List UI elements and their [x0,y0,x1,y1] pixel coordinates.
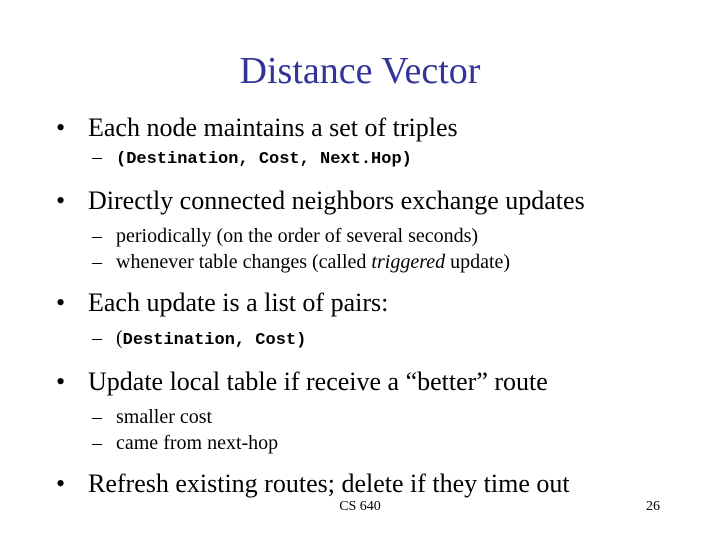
bullet-text: Each node maintains a set of triples [88,113,458,142]
sub-bullet-item [56,144,696,173]
sub-bullet-item [56,430,696,456]
dash-icon: – [92,146,102,168]
sub-bullet-code: Destination, Cost) [122,331,307,350]
bullet-icon: • [56,469,66,498]
dash-icon: – [92,406,102,428]
sub-bullet-text: came from next-hop [116,432,279,454]
sub-bullet-text: smaller cost [116,406,213,428]
sub-bullet-paren: ( [116,327,123,349]
bullet-item [56,366,696,398]
dash-icon: – [92,225,102,247]
bullet-item [56,185,696,217]
sub-bullet-item [56,249,696,275]
sub-bullet-item [56,223,696,249]
sub-bullet-item [56,325,696,354]
dash-icon: – [92,251,102,273]
bullet-icon: • [56,186,66,215]
sub-bullet-text: periodically (on the order of several seconds) [116,225,479,247]
bullet-text: Refresh existing routes; delete if they time out [88,469,570,498]
bullet-icon: • [56,288,66,317]
sub-bullet-text-post: update) [445,251,511,273]
bullet-text: Each update is a list of pairs: [88,288,389,317]
bullet-text: Update local table if receive a “better” route [88,367,548,396]
page-number: 26 [646,499,660,514]
footer-course: CS 640 [339,499,381,514]
sub-bullet-emphasis: triggered [371,251,446,273]
bullet-icon: • [56,113,66,142]
bullet-text: Directly connected neighbors exchange updates [88,186,585,215]
dash-icon: – [92,327,102,349]
bullet-item [56,287,696,319]
dash-icon: – [92,432,102,454]
slide-body [56,112,696,500]
slide-title: Distance Vector [239,50,481,92]
bullet-item [56,468,696,500]
sub-bullet-text-pre: whenever table changes (called [116,251,372,273]
sub-bullet-item [56,404,696,430]
sub-bullet-code: (Destination, Cost, Next.Hop) [116,150,412,169]
bullet-icon: • [56,367,66,396]
bullet-item [56,112,696,144]
